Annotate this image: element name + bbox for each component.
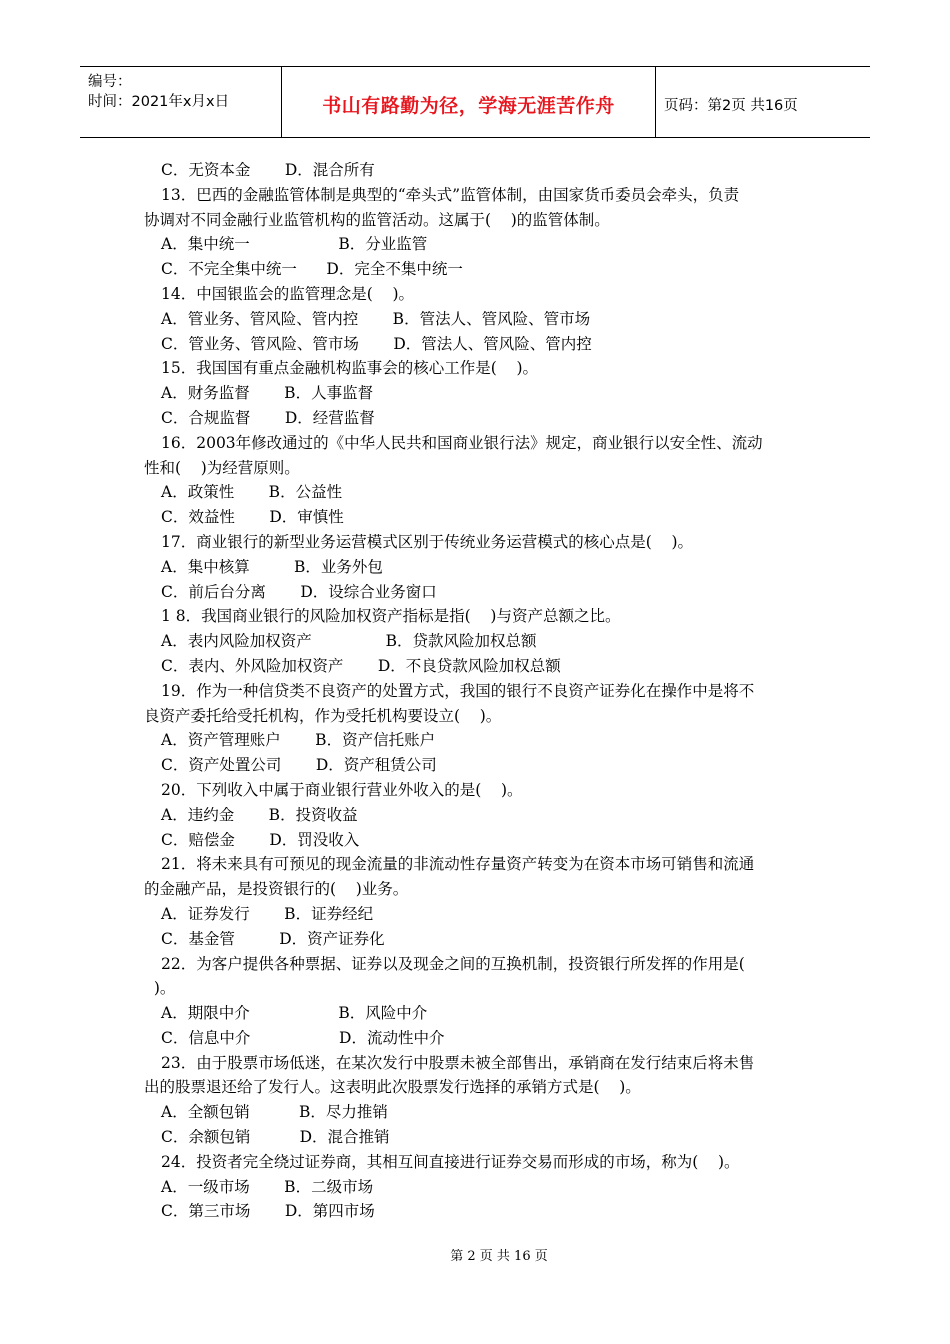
answer-options-line: A．政策性 B．公益性 xyxy=(161,483,343,502)
question-line: 23．由于股票市场低迷，在某次发行中股票未被全部售出，承销商在发行结束后将未售 xyxy=(161,1053,755,1072)
answer-options-line: A．期限中介 B．风险中介 xyxy=(161,1004,428,1023)
question-line: 22．为客户提供各种票据、证券以及现金之间的互换机制，投资银行所发挥的作用是( xyxy=(161,954,745,973)
question-continuation-line: 良资产委托给受托机构，作为受托机构要设立( )。 xyxy=(144,706,502,725)
page-footer: 第 2 页 共 16 页 xyxy=(450,1249,548,1264)
page-header xyxy=(80,66,870,138)
number-label: 编号： xyxy=(88,74,132,90)
answer-options-line: A．资产管理账户 B．资产信托账户 xyxy=(161,731,436,750)
answer-options-line: A．集中核算 B．业务外包 xyxy=(161,557,383,576)
question-continuation-line: )。 xyxy=(144,979,176,998)
answer-options-line: C．表内、外风险加权资产 D．不良贷款风险加权总额 xyxy=(161,656,561,675)
question-continuation-line: 协调对不同金融行业监管机构的监管活动。这属于( )的监管体制。 xyxy=(144,210,610,229)
answer-options-line: A．违约金 B．投资收益 xyxy=(161,805,358,824)
question-line: 17．商业银行的新型业务运营模式区别于传统业务运营模式的核心点是( )。 xyxy=(161,532,694,551)
answer-options-line: C．赔偿金 D．罚没收入 xyxy=(161,830,360,849)
answer-options-line: A．表内风险加权资产 B．贷款风险加权总额 xyxy=(161,632,537,651)
answer-options-line: C．基金管 D．资产证券化 xyxy=(161,929,385,948)
answer-options-line: C．合规监督 D．经营监督 xyxy=(161,408,375,427)
question-continuation-line: 性和( )为经营原则。 xyxy=(144,458,300,477)
time-label: 时间：2021年x月x日 xyxy=(88,94,230,110)
question-line: 15．我国国有重点金融机构监事会的核心工作是( )。 xyxy=(161,359,539,378)
header-meta xyxy=(80,67,282,137)
question-line: 1 8．我国商业银行的风险加权资产指标是指( )与资产总额之比。 xyxy=(161,607,621,626)
question-line: 21．将未来具有可预见的现金流量的非流动性存量资产转变为在资本市场可销售和流通 xyxy=(161,855,755,874)
header-page-label: 页码：第2页 共16页 xyxy=(664,97,798,114)
question-line: 20．下列收入中属于商业银行营业外收入的是( )。 xyxy=(161,780,523,799)
question-line: 13．巴西的金融监管体制是典型的“牵头式”监管体制，由国家货币委员会牵头，负责 xyxy=(161,185,740,204)
document-body xyxy=(144,158,809,1224)
answer-options-line: C．不完全集中统一 D．完全不集中统一 xyxy=(161,260,463,279)
answer-options-line: A．财务监督 B．人事监督 xyxy=(161,384,374,403)
question-line: 24．投资者完全绕过证券商，其相互间直接进行证券交易而形成的市场，称为( )。 xyxy=(161,1152,740,1171)
header-motto: 书山有路勤为径，学海无涯苦作舟 xyxy=(282,67,656,137)
answer-options-line: C．余额包销 D．混合推销 xyxy=(161,1128,390,1147)
answer-options-line: A．集中统一 B．分业监管 xyxy=(161,235,428,254)
answer-options-line: C．资产处置公司 D．资产租赁公司 xyxy=(161,756,437,775)
question-line: 14．中国银监会的监管理念是( )。 xyxy=(161,284,415,303)
answer-options-line: C．效益性 D．审慎性 xyxy=(161,508,344,527)
answer-options-line: C．前后台分离 D．设综合业务窗口 xyxy=(161,582,437,601)
answer-options-line: C．无资本金 D．混合所有 xyxy=(161,161,375,179)
answer-options-line: C．第三市场 D．第四市场 xyxy=(161,1202,375,1221)
question-line: 19．作为一种信贷类不良资产的处置方式，我国的银行不良资产证券化在操作中是将不 xyxy=(161,681,755,700)
answer-options-line: A．一级市场 B．二级市场 xyxy=(161,1177,374,1196)
answer-options-line: C．信息中介 D．流动性中介 xyxy=(161,1028,445,1047)
question-continuation-line: 的金融产品，是投资银行的( )业务。 xyxy=(144,880,409,899)
question-continuation-line: 出的股票退还给了发行人。这表明此次股票发行选择的承销方式是( )。 xyxy=(144,1078,641,1097)
question-line: 16．2003年修改通过的《中华人民共和国商业银行法》规定，商业银行以安全性、流动 xyxy=(161,433,763,452)
answer-options-line: C．管业务、管风险、管市场 D．管法人、管风险、管内控 xyxy=(161,334,592,353)
answer-options-line: A．证券发行 B．证券经纪 xyxy=(161,904,374,923)
answer-options-line: A．全额包销 B．尽力推销 xyxy=(161,1103,388,1122)
answer-options-line: A．管业务、管风险、管内控 B．管法人、管风险、管市场 xyxy=(161,309,591,328)
